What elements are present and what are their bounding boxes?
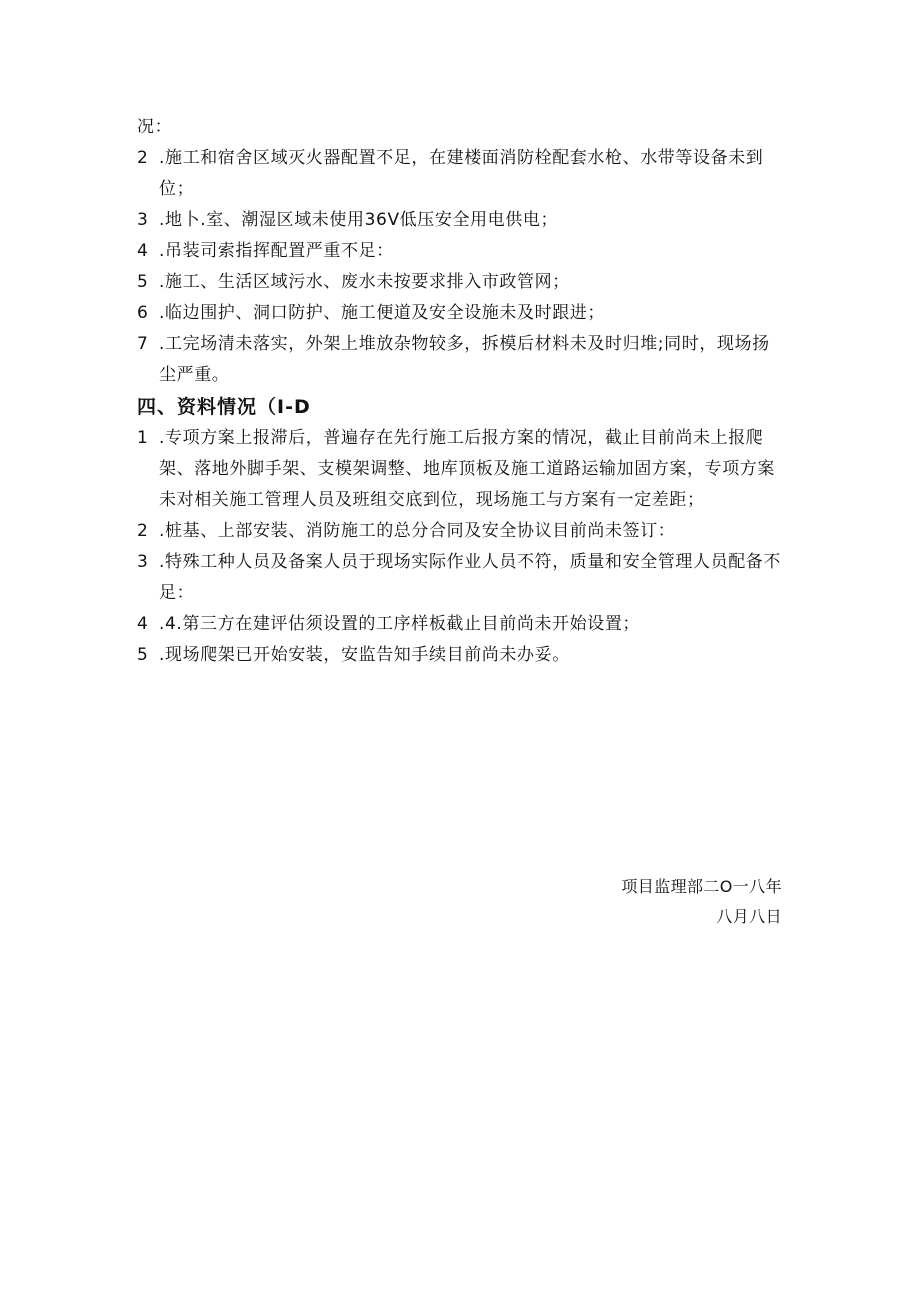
list-item-number: 4 [137, 241, 149, 261]
list-item-text: .施工、生活区域污水、废水未按要求排入市政管网； [159, 272, 570, 292]
list-item-text: .现场爬架已开始安装，安监告知手续目前尚未办妥。 [159, 645, 570, 665]
continuation-text: 况： [137, 117, 173, 137]
list-item [137, 640, 787, 671]
section-heading: 四、资料情况（I-D [137, 396, 311, 418]
list-item-number: 5 [137, 645, 149, 665]
signature-date: 八月八日 [716, 907, 782, 926]
list-item-number: 6 [137, 303, 149, 323]
list-item-text: .特殊工种人员及备案人员于现场实际作业人员不符，质量和安全管理人员配备不足： [159, 552, 782, 603]
list-item [137, 298, 787, 329]
list-item-number: 2 [137, 521, 149, 541]
list-item-text: .工完场清未落实，外架上堆放杂物较多，拆模后材料未及时归堆;同时，现场扬尘严重。 [159, 334, 770, 385]
list-item-text: .地卜.室、潮湿区域未使用36V低压安全用电供电； [159, 210, 559, 230]
list-item [137, 267, 787, 298]
list-item [137, 329, 787, 391]
list-item [137, 236, 787, 267]
document-body [137, 112, 787, 671]
list-item [137, 547, 787, 609]
list-item-number: 5 [137, 272, 149, 292]
list-item-number: 3 [137, 210, 149, 230]
signature-organization-year: 项目监理部二O一八年 [621, 877, 782, 896]
signature-block [621, 872, 782, 932]
list-item-number: 4 [137, 614, 149, 634]
list-item-number: 1 [137, 428, 149, 448]
list-item-number: 7 [137, 334, 149, 354]
list-item-text: .专项方案上报滞后，普遍存在先行施工后报方案的情况，截止目前尚未上报爬架、落地外脚手架、支模架调整、地库顶板及施工道路运输加固方案，专项方案未对相关施工管理人员及班组交底到位，现场施工与方案有一定差距； [159, 428, 775, 510]
list-item-text: .4.第三方在建评估须设置的工序样板截止目前尚未开始设置； [159, 614, 641, 634]
list-item-number: 2 [137, 148, 149, 168]
list-item [137, 205, 787, 236]
list-item-text: .施工和宿舍区域灭火器配置不足，在建楼面消防栓配套水枪、水带等设备未到位； [159, 148, 764, 199]
list-item-number: 3 [137, 552, 149, 572]
list-item [137, 516, 787, 547]
list-item [137, 609, 787, 640]
list-item-text: .临边围护、洞口防护、施工便道及安全设施未及时跟进； [159, 303, 606, 323]
list-item [137, 423, 787, 516]
list-item-text: .吊装司索指挥配置严重不足： [159, 241, 394, 261]
list-item-text: .桩基、上部安装、消防施工的总分合同及安全协议目前尚未签订： [159, 521, 676, 541]
list-item [137, 143, 787, 205]
